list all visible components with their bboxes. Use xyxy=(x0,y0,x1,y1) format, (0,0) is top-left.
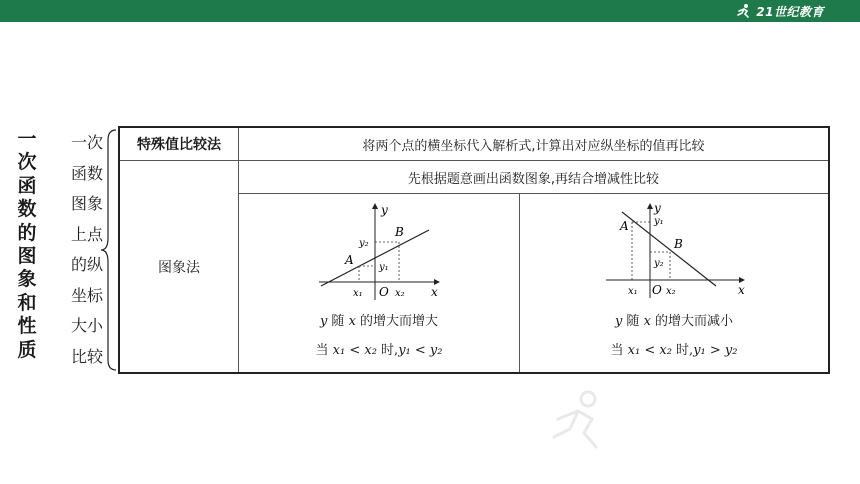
x1-label: x₁ xyxy=(628,286,638,297)
x2-label: x₂ xyxy=(395,288,405,299)
logo-text: 21世纪教育 xyxy=(756,4,824,19)
caption-text: 时, xyxy=(671,343,694,358)
table-row xyxy=(119,127,829,161)
increasing-caption xyxy=(239,310,519,329)
caption-var: x xyxy=(643,314,651,329)
subtitle-line: 图象 xyxy=(70,194,103,213)
caption-math: x₁ < x₂ xyxy=(332,343,377,358)
vertical-title-char: 次 xyxy=(17,151,37,174)
caption-text: 当 xyxy=(315,343,333,358)
function-line xyxy=(622,212,716,286)
decreasing-condition xyxy=(520,339,828,358)
subtitle-line: 坐标 xyxy=(70,285,103,305)
subtitle-line: 一次 xyxy=(70,133,103,152)
x-axis-label: x xyxy=(738,283,745,297)
vertical-title-char: 一 xyxy=(17,128,37,150)
increasing-case xyxy=(239,194,520,374)
subtitle-line: 上点 xyxy=(70,224,103,244)
caption-var: y xyxy=(614,314,623,329)
subtitle-line: 函数 xyxy=(70,163,103,183)
method-graph: 图象法 xyxy=(119,161,239,374)
y-axis-label: y xyxy=(654,201,661,215)
vertical-title-char: 性 xyxy=(17,315,37,338)
vertical-title-char: 图 xyxy=(17,245,37,268)
point-b-label: B xyxy=(674,237,683,251)
caption-text: 随 xyxy=(327,314,349,329)
y2-label: y₂ xyxy=(359,238,369,249)
decreasing-caption xyxy=(520,310,828,329)
vertical-title xyxy=(16,128,38,362)
caption-text: 当 xyxy=(610,343,628,358)
caption-text: 随 xyxy=(622,314,644,329)
table-row xyxy=(119,161,829,194)
caption-text: 的增大而减小 xyxy=(650,314,734,329)
increasing-condition xyxy=(239,339,519,358)
caption-math: y₁ > y₂ xyxy=(693,343,738,358)
point-b-label: B xyxy=(395,225,404,239)
decreasing-case xyxy=(520,194,830,374)
watermark-logo-icon xyxy=(548,385,808,455)
method-special-value: 特殊值比较法 xyxy=(119,127,239,161)
y2-label: y₂ xyxy=(654,258,664,269)
caption-math: x₁ < x₂ xyxy=(627,343,672,358)
vertical-title-char: 的 xyxy=(17,221,37,244)
vertical-title-char: 象 xyxy=(17,268,37,291)
subtitle-line: 大小 xyxy=(70,316,103,335)
vertical-title-char: 和 xyxy=(17,291,37,314)
y1-label: y₁ xyxy=(379,262,389,273)
point-a-label: A xyxy=(620,219,629,233)
origin-label: O xyxy=(652,283,662,297)
header-bar xyxy=(0,0,860,22)
subtitle-line: 比较 xyxy=(70,346,103,366)
decreasing-graph xyxy=(520,194,832,306)
caption-text: 的增大而增大 xyxy=(355,314,439,329)
runner-logo-icon xyxy=(736,3,752,19)
point-a-label: A xyxy=(345,253,354,267)
comparison-table xyxy=(118,126,830,374)
x-axis-label: x xyxy=(431,285,438,299)
vertical-title-char: 数 xyxy=(17,198,37,221)
vertical-title-char: 质 xyxy=(17,338,37,361)
caption-var: x xyxy=(348,314,356,329)
increasing-graph xyxy=(239,194,519,306)
subtitle-line: 的纵 xyxy=(70,255,103,274)
caption-var: y xyxy=(319,314,328,329)
method-graph-desc: 先根据题意画出函数图象,再结合增减性比较 xyxy=(239,161,830,194)
vertical-title-char: 函 xyxy=(17,174,37,197)
x1-label: x₁ xyxy=(353,288,363,299)
caption-math: y₁ < y₂ xyxy=(398,343,443,358)
y1-label: y₁ xyxy=(654,216,664,227)
curly-brace-icon xyxy=(98,128,118,372)
method-special-value-desc: 将两个点的横坐标代入解析式,计算出对应纵坐标的值再比较 xyxy=(239,127,830,161)
y-axis-label: y xyxy=(381,203,388,217)
origin-label: O xyxy=(379,285,389,299)
site-logo xyxy=(736,2,824,20)
caption-text: 时, xyxy=(376,343,399,358)
x2-label: x₂ xyxy=(666,286,676,297)
